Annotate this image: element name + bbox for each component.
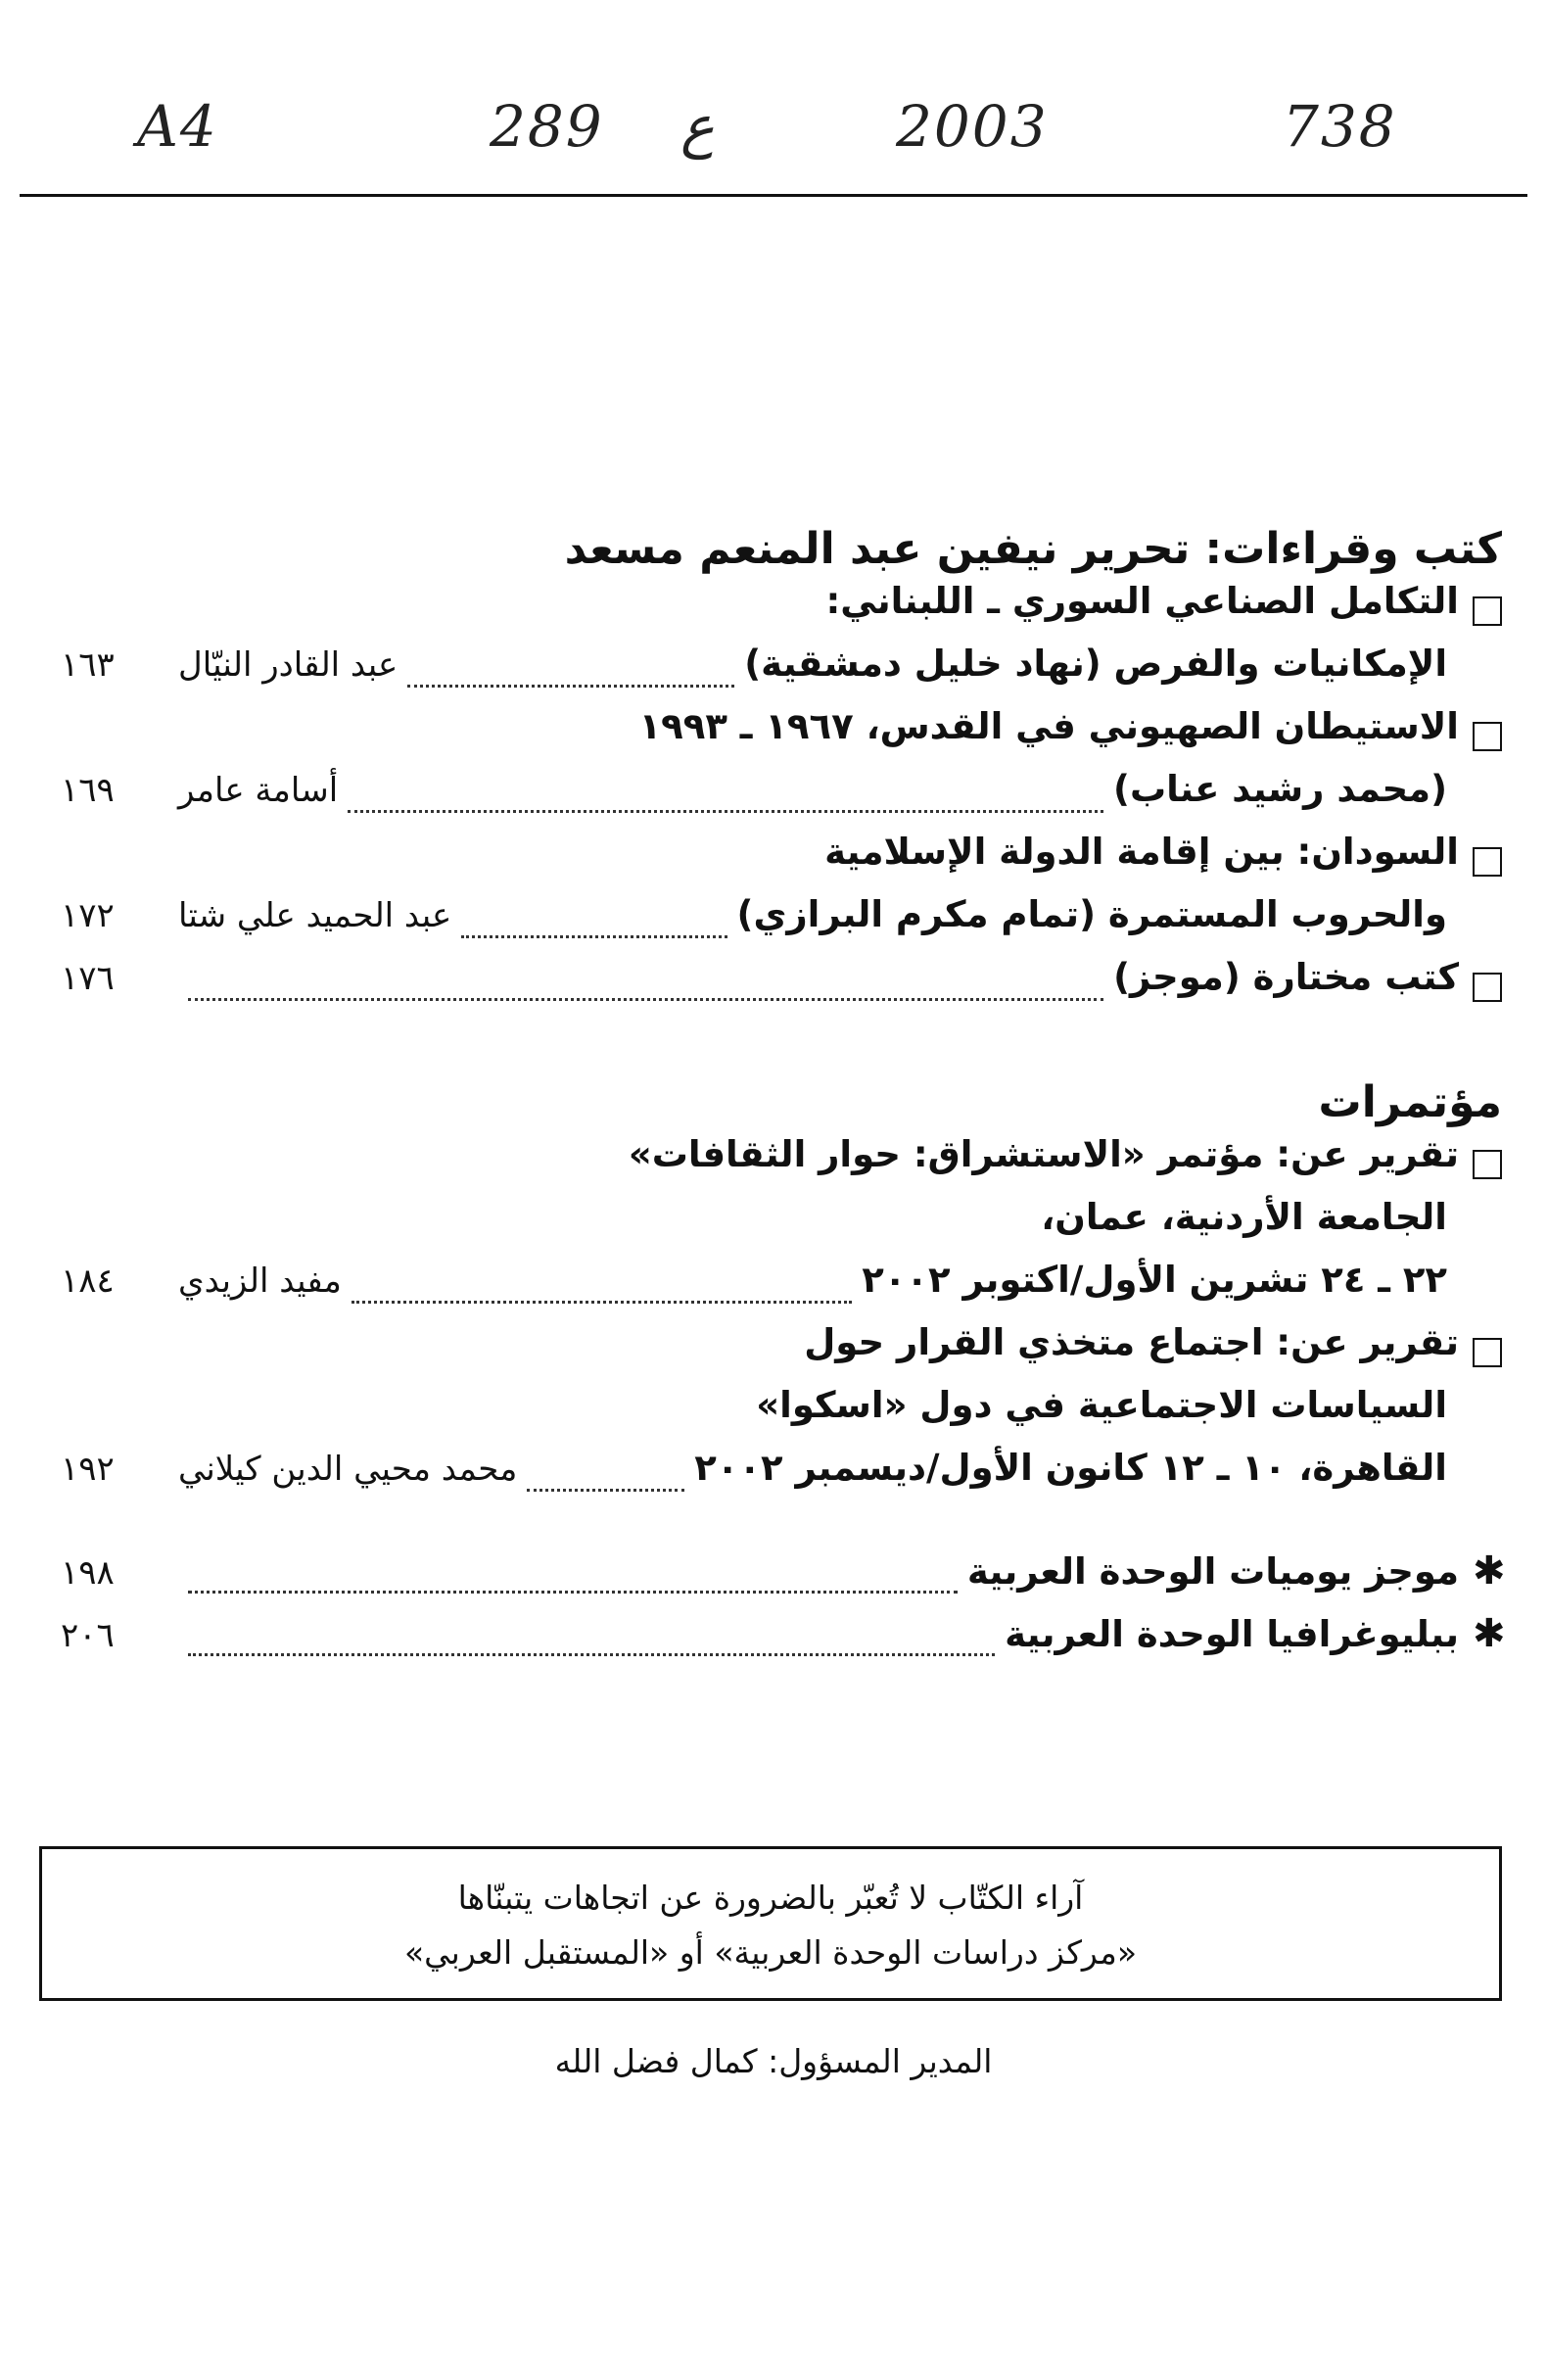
leader-dots: [352, 1301, 852, 1304]
toc-entry-continued: [61, 1384, 1502, 1447]
toc-entry-continued: [61, 1196, 1502, 1259]
disclaimer-line: «مركز دراسات الوحدة العربية» أو «المستقبل العربي»: [403, 1933, 1138, 1972]
entry-subtitle: السياسات الاجتماعية في دول «اسكوا»: [756, 1384, 1447, 1426]
toc-entry: [61, 1611, 1506, 1674]
conferences-section-title: مؤتمرات: [1318, 1077, 1502, 1127]
entry-title: تقرير عن: مؤتمر «الاستشراق: حوار الثقافات»: [628, 1133, 1459, 1175]
entry-title: الاستيطان الصهيوني في القدس، ١٩٦٧ ـ ١٩٩٣: [638, 705, 1459, 747]
toc-entry: [61, 1133, 1502, 1196]
entry-title: موجز يوميات الوحدة العربية: [966, 1550, 1459, 1593]
entry-author: مفيد الزيدي: [178, 1261, 342, 1301]
entry-title: ببليوغرافيا الوحدة العربية: [1005, 1613, 1459, 1655]
disclaimer-box: [39, 1846, 1502, 2001]
entry-page: ١٩٢: [61, 1450, 115, 1489]
toc-entry-continued: [61, 768, 1502, 831]
entry-subtitle: الجامعة الأردنية، عمان،: [1041, 1196, 1447, 1238]
disclaimer-line: آراء الكتّاب لا تُعبّر بالضرورة عن اتجاهات يتبنّاها: [457, 1879, 1084, 1917]
toc-entry: [61, 580, 1502, 643]
entry-page: ١٧٢: [61, 896, 115, 935]
checkbox-icon: [1473, 1338, 1502, 1367]
entry-title: التكامل الصناعي السوري ـ اللبناني:: [825, 580, 1459, 622]
checkbox-icon: [1473, 722, 1502, 751]
entry-date: القاهرة، ١٠ ـ ١٢ كانون الأول/ديسمبر ٢٠٠٢: [694, 1447, 1447, 1489]
handwritten-code: A4: [137, 93, 218, 160]
entry-title: كتب مختارة (موجز): [1113, 956, 1459, 998]
entry-page: ٢٠٦: [61, 1616, 115, 1655]
toc-entry-continued: [61, 1259, 1502, 1321]
header-rule: [20, 194, 1527, 197]
entry-author: أسامة عامر: [178, 771, 339, 810]
entry-title: تقرير عن: اجتماع متخذي القرار حول: [804, 1321, 1459, 1363]
entry-subtitle: (محمد رشيد عناب): [1113, 768, 1447, 810]
entry-page: ١٩٨: [61, 1553, 115, 1593]
entry-author: عبد الحميد علي شتا: [178, 896, 452, 935]
entry-date: ٢٢ ـ ٢٤ تشرين الأول/اكتوبر ٢٠٠٢: [862, 1259, 1447, 1301]
toc-entry-continued: [61, 893, 1502, 956]
toc-entry: [61, 956, 1502, 1019]
handwritten-ref: 738: [1283, 93, 1397, 160]
leader-dots: [188, 1653, 995, 1656]
leader-dots: [407, 685, 734, 688]
entry-subtitle: الإمكانيات والفرص (نهاد خليل دمشقية): [744, 643, 1447, 685]
toc-entry: [61, 705, 1502, 768]
entry-author: عبد القادر النيّال: [178, 645, 398, 685]
checkbox-icon: [1473, 847, 1502, 877]
books-section-title: كتب وقراءات: تحرير نيفين عبد المنعم مسعد: [564, 524, 1502, 574]
asterisk-icon: ✱: [1473, 1611, 1506, 1656]
leader-dots: [527, 1489, 684, 1492]
director-credit: المدير المسؤول: كمال فضل الله: [554, 2042, 993, 2080]
leader-dots: [188, 998, 1103, 1001]
leader-dots: [188, 1591, 958, 1594]
asterisk-icon: ✱: [1473, 1548, 1506, 1594]
entry-subtitle: والحروب المستمرة (تمام مكرم البرازي): [736, 893, 1447, 935]
handwritten-letter: ع: [680, 93, 715, 160]
entry-page: ١٦٣: [61, 645, 115, 685]
table-of-contents: [61, 524, 1506, 1674]
leader-dots: [461, 935, 727, 938]
entry-page: ١٧٦: [61, 959, 115, 998]
checkbox-icon: [1473, 596, 1502, 626]
entry-page: ١٨٤: [61, 1261, 115, 1301]
leader-dots: [348, 810, 1103, 813]
toc-entry-continued: [61, 643, 1502, 705]
handwritten-year: 2003: [896, 93, 1049, 160]
checkbox-icon: [1473, 1150, 1502, 1179]
checkbox-icon: [1473, 973, 1502, 1002]
entry-page: ١٦٩: [61, 771, 115, 810]
toc-entry: [61, 1321, 1502, 1384]
toc-entry: [61, 831, 1502, 893]
handwritten-issue: 289: [490, 93, 604, 160]
toc-entry: [61, 1548, 1506, 1611]
entry-author: محمد محيي الدين كيلاني: [178, 1450, 518, 1489]
toc-entry-continued: [61, 1447, 1502, 1509]
entry-title: السودان: بين إقامة الدولة الإسلامية: [824, 831, 1459, 873]
